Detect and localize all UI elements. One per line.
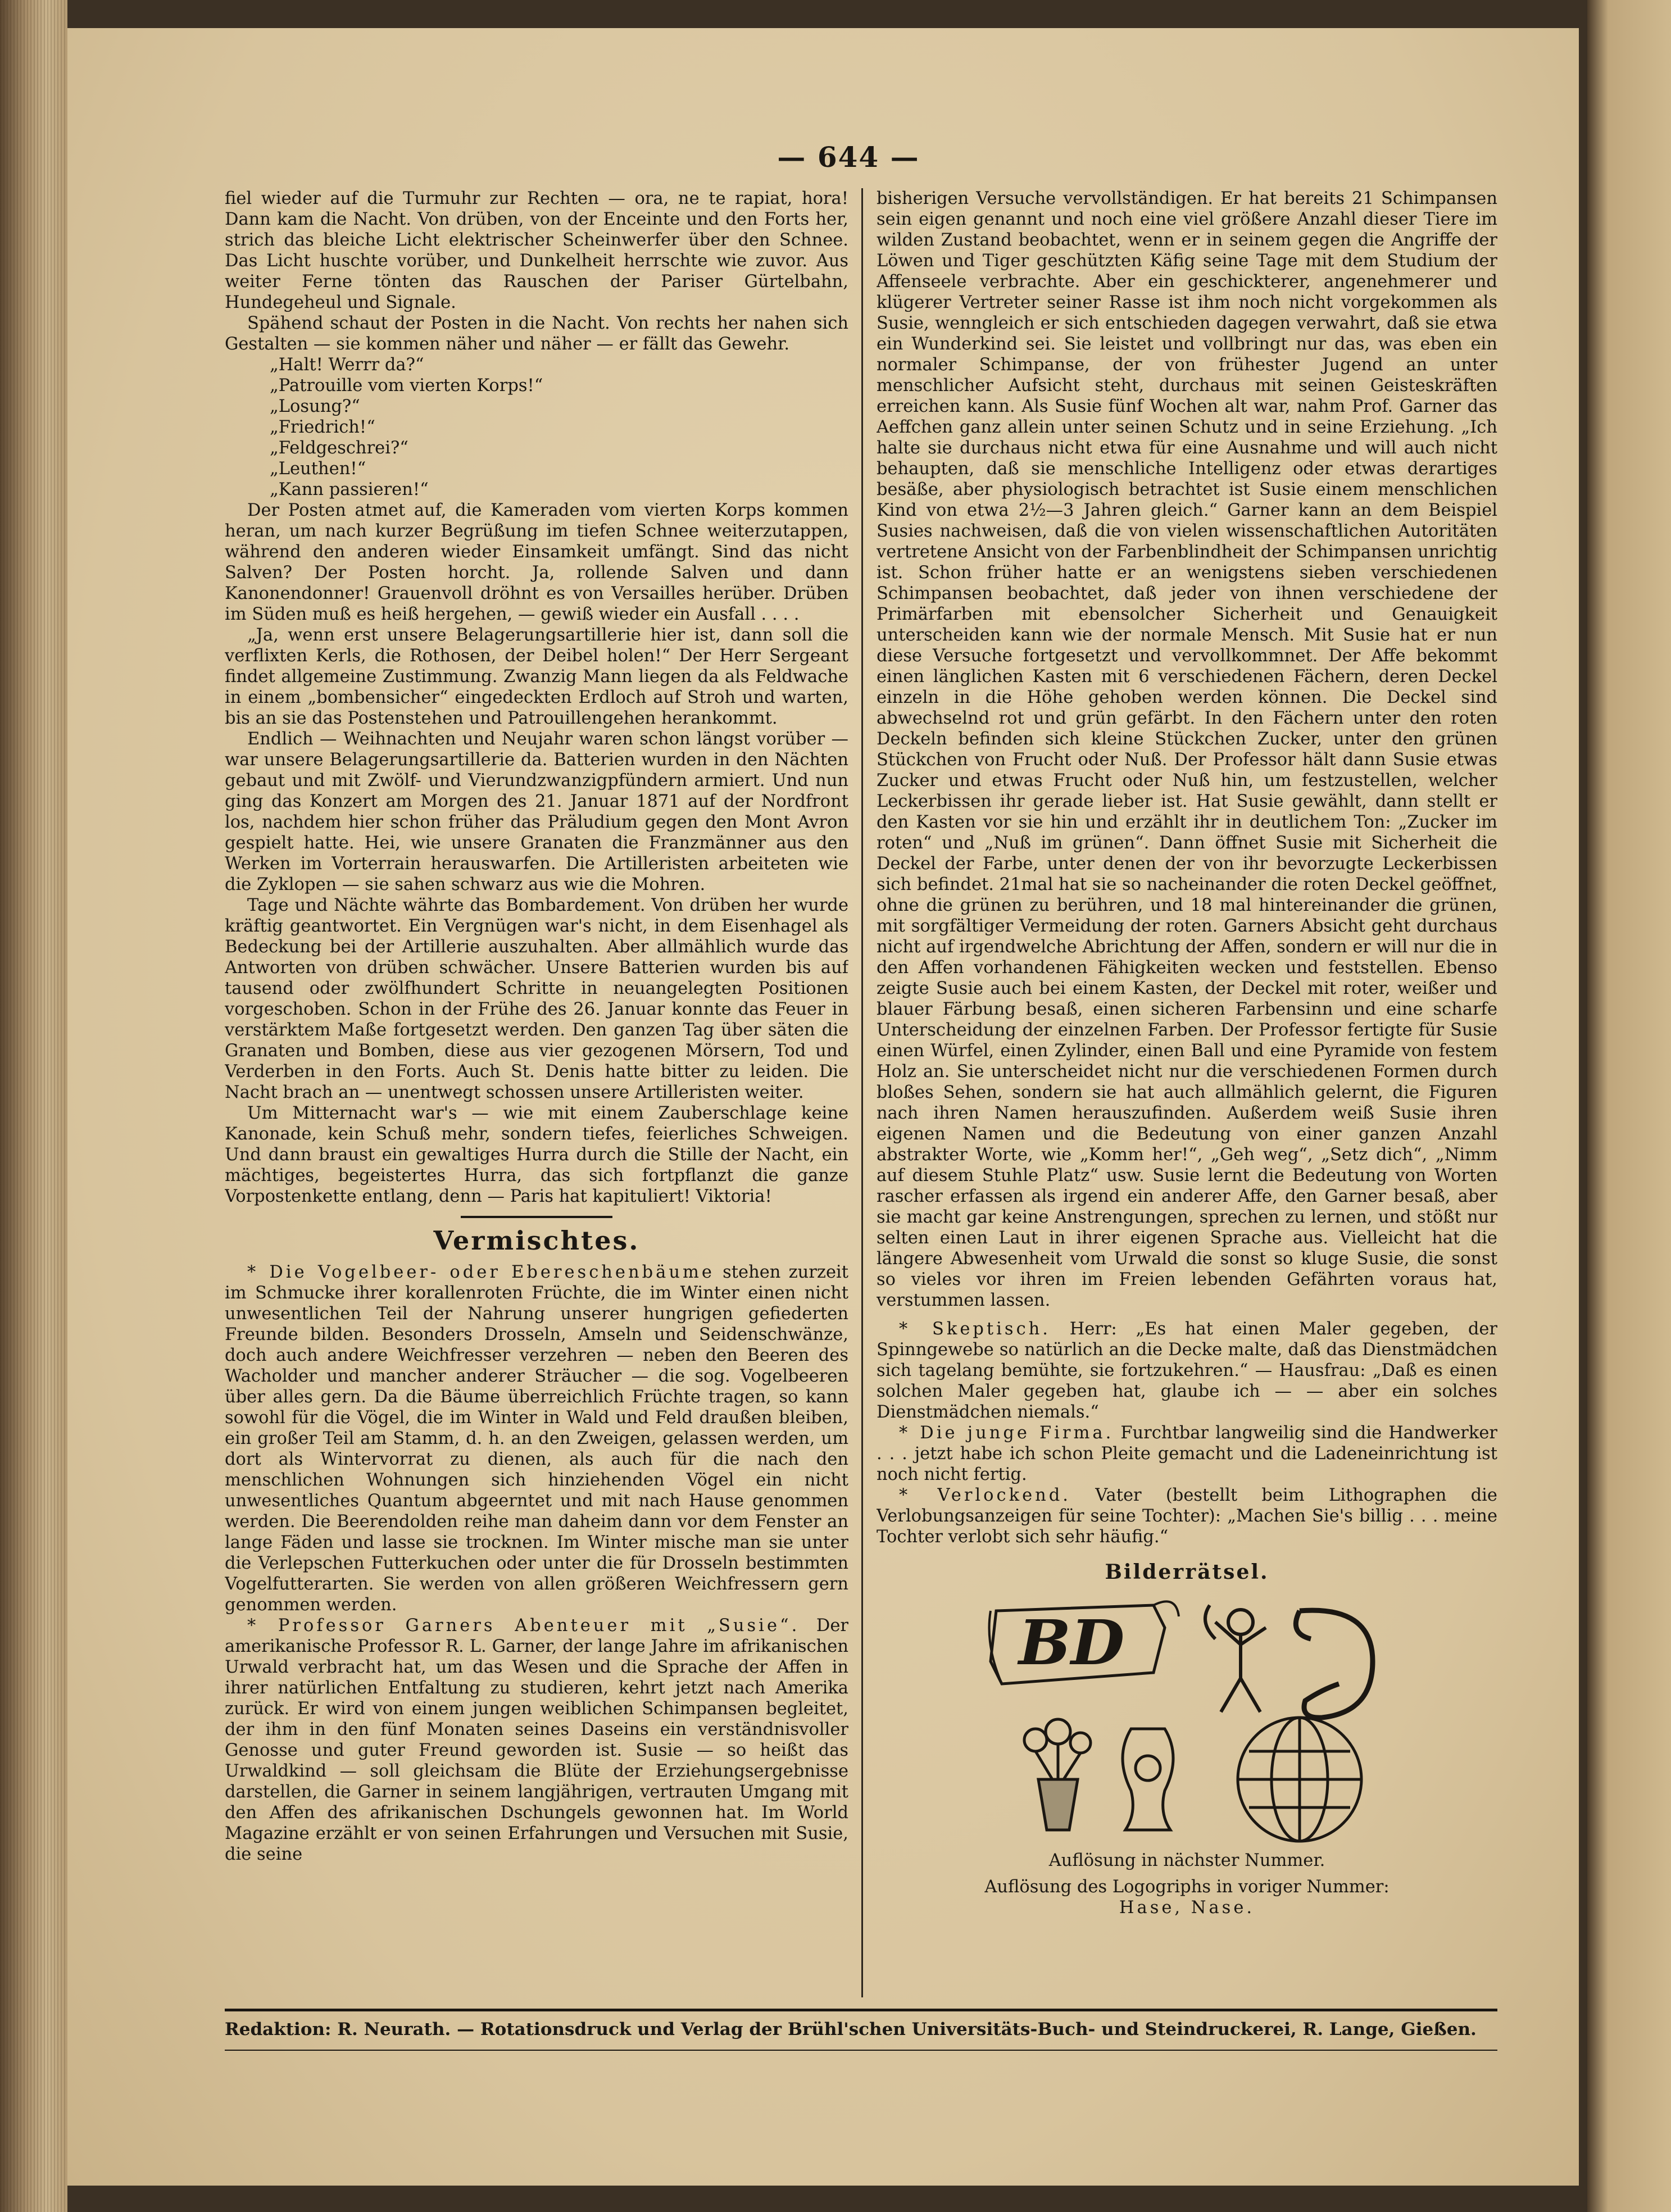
- globe-image: [1238, 1718, 1361, 1841]
- ornate-vase-image: [1123, 1729, 1173, 1830]
- article-text: Herr: „Es hat einen Maler gegeben, der Spinngewebe so natürlich an die Decke malte, daß das Dienstmädchen sich tagelang bemühte, sie fortzukehren.“ — Hausfrau: „Daß es einen solchen Maler gegeben hat, glaube ich — — aber ein solches Dienstmädchen niemals.“: [877, 1319, 1497, 1422]
- imprint-footer: Redaktion: R. Neurath. — Rotationsdruck und Verlag der Brühl'schen Universitäts-Buch- und Steindruckerei, R. Lange, Gießen.: [225, 2019, 1477, 2040]
- article-text: Vater (bestellt beim Lithographen die Verlobungsanzeigen für seine Tochter): „Machen Sie's billig . . . meine Tochter verlobt sich sehr häufig.“: [877, 1486, 1497, 1547]
- ornamental-letter-image: [1296, 1610, 1373, 1718]
- story-paragraph: Tage und Nächte währte das Bombardement. Von drüben her wurde kräftig geantwortet. Ein Vergnügen war's nicht, in dem Eisenhagel als Bedeckung bei der Artillerie auszuhalten. Aber allmählich wurde das Antworten von drüben schwächer. Unsere Batterien wurden bis auf tausend oder zwölfhundert Schritte in neuangelegten Positionen vorgeschoben. Schon in der Frühe des 26. Januar konnte das Feuer in verstärktem Maße fortgesetzt werden. Den ganzen Tag über säten die Granaten und Bomben, diese aus vier gezogenen Mörsern, Tod und Verderben in den Forts. Auch St. Denis hatte bitter zu leiden. Die Nacht brach an — unentwegt schossen unsere Artilleristen weiter.: [225, 896, 848, 1102]
- dialog-line: „Feldgeschrei?“: [270, 438, 408, 458]
- column-divider: [861, 188, 863, 1997]
- left-column: [225, 188, 848, 1997]
- solution-next-issue: Auflösung in nächster Nummer.: [1048, 1851, 1325, 1870]
- article-vogelbeer: [225, 1262, 848, 1615]
- article-garner: [225, 1615, 848, 1865]
- banner-image: [989, 1601, 1179, 1684]
- article-title: * Die Vogelbeer- oder Ebereschenbäume: [247, 1262, 715, 1282]
- article-title: * Professor Garners Abenteuer mit „Susie“.: [247, 1616, 800, 1636]
- article-skeptisch: [877, 1319, 1497, 1423]
- article-title: * Die junge Firma.: [899, 1423, 1114, 1443]
- article-verlockend: [877, 1485, 1497, 1547]
- article-title: * Skeptisch.: [899, 1319, 1051, 1339]
- article-text: Furchtbar langweilig sind die Handwerker . . . jetzt habe ich schon Pleite gemacht und die Ladeneinrichtung ist noch nicht fertig.: [877, 1423, 1497, 1484]
- footer-rule: [225, 2009, 1497, 2011]
- story-paragraph: Um Mitternacht war's — wie mit einem Zauberschlage keine Kanonade, kein Schuß mehr, sondern tiefes, feierliches Schweigen. Und dann braust ein gewaltiges Hurra durch die Stille der Nacht, ein mächtiges, begeistertes Hurra, das sich fortpflanzt die ganze Vorpostenkette entlang, denn — Paris hat kapituliert! Viktoria!: [225, 1103, 848, 1206]
- story-paragraph: „Ja, wenn erst unsere Belagerungsartillerie hier ist, dann soll die verflixten Kerls, die Rothosen, der Deibel holen!“ Der Herr Sergeant findet allgemeine Zustimmung. Zwanzig Mann liegen da als Feldwache in einem „bombensicher“ eingedeckten Erdloch auf Stroh und warten, bis an sie das Postenstehen und Patrouillengehen herankommt.: [225, 625, 848, 728]
- dialog-line: „Kann passieren!“: [270, 480, 429, 499]
- logogriph-answer: Hase, Nase.: [1119, 1898, 1255, 1918]
- story-paragraph: Der Posten atmet auf, die Kameraden vom vierten Korps kommen heran, um nach kurzer Begrüßung im tiefen Schnee weiterzutappen, während den anderen wieder Einsamkeit umfängt. Sind das nicht Salven? Der Posten horcht. Ja, rollende Salven und dann Kanonendonner! Grauenvoll dröhnt es von Versailles herüber. Drüben im Süden muß es heiß hergehen, — gewiß wieder ein Ausfall . . . .: [225, 501, 848, 624]
- footer-rule-bottom: [225, 2050, 1497, 2051]
- story-paragraph: Spähend schaut der Posten in die Nacht. Von rechts her nahen sich Gestalten — sie kommen näher und näher — er fällt das Gewehr.: [225, 314, 848, 354]
- picture-puzzle-illustration: [985, 1588, 1390, 1847]
- story-paragraph: Endlich — Weihnachten und Neujahr waren schon längst vorüber — war unsere Belagerungsartillerie da. Batterien wurden in den Nächten gebaut und mit Zwölf- und Vierundzwanzigpfündern armiert. Und nun ging das Konzert am Morgen des 21. Januar 1871 auf der Nordfront los, nachdem hier schon früher das Präludium gegen den Mont Avron gespielt hatte. Hei, wie unsere Granaten die Franzmänner aus den Werken im Vorterrain herauswarfen. Die Artilleristen arbeiteten wie die Zyklopen — sie sahen schwarz aus wie die Mohren.: [225, 729, 848, 894]
- logogriph-label: Auflösung des Logogriphs in voriger Nummer:: [984, 1877, 1390, 1897]
- article-firma: [877, 1423, 1497, 1485]
- article-title: * Verlockend.: [899, 1486, 1071, 1505]
- right-column: [877, 188, 1497, 1997]
- article-garner-continued: bisherigen Versuche vervollständigen. Er hat bereits 21 Schimpansen sein eigen genannt und noch eine viel größere Anzahl dieser Tiere im wilden Zustand beobachtet, wenn er in seinem gegen die Angriffe der Löwen und Tiger geschützten Käfig seine Tage mit dem Studium der Affenseele verbrachte. Aber ein geschickterer, angenehmerer und klügerer Vertreter seiner Rasse ist ihm noch nicht vorgekommen als Susie, wenngleich er sich entschieden dagegen verwahrt, daß sie etwa ein Wunderkind sei. Sie leistet und vollbringt nur das, was eben ein normaler Schimpanse, der von frühester Jugend an unter menschlicher Aufsicht steht, durchaus mit seinen Geisteskräften erreichen kann. Als Susie fünf Wochen alt war, nahm Prof. Garner das Aeffchen ganz allein unter seinen Schutz und in seine Erziehung. „Ich halte sie durchaus nicht etwa für eine Ausnahme und will auch nicht behaupten, daß sie menschliche Intelligenz oder etwas derartiges besäße, aber physiologisch betrachtet ist Susie einem menschlichen Kind von etwa 2½—3 Jahren gleich.“ Garner kann an dem Beispiel Susies nachweisen, daß die von vielen wissenschaftlichen Autoritäten vertretene Ansicht von der Farbenblindheit der Schimpansen unrichtig ist. Schon früher hatte er an wenigstens sieben verschiedenen Schimpansen beobachtet, daß jeder von ihnen verschiedene der Primärfarben mit ebensolcher Sicherheit und Genauigkeit unterscheiden kann wie der normale Mensch. Mit Susie hat er nun diese Versuche fortgesetzt und vervollkommnet. Der Affe bekommt einen länglichen Kasten mit 6 verschiedenen Fächern, deren Deckel einzeln in die Höhe gehoben werden können. Die Deckel sind abwechselnd rot und grün gefärbt. In den Fächern unter den roten Deckeln befinden sich kleine Stückchen Zucker, unter den grünen Stückchen von Frucht oder Nuß. Der Professor hält dann Susie etwas Zucker und etwas Frucht oder Nuß hin, um festzustellen, welcher Leckerbissen ihr gerade lieber ist. Hat Susie gewählt, dann stellt er den Kasten vor sie hin und erzählt ihr in deutlichem Ton: „Zucker im roten“ und „Nuß im grünen“. Dann öffnet Susie mit Sicherheit die Deckel der Farbe, unter denen der von ihr bevorzugte Leckerbissen sich befindet. 21mal hat sie so nacheinander die roten Deckel geöffnet, ohne die grünen zu berühren, und 18 mal hintereinander die grünen, mit sorgfältiger Vermeidung der roten. Garners Absicht geht durchaus nicht auf irgendwelche Abrichtung der Affen, sondern er will nur die in den Affen vorhandenen Fähigkeiten wecken und feststellen. Ebenso zeigte Susie auch bei einem Kasten, der Deckel mit roter, weißer und blauer Färbung besaß, einen sicheren Farbensinn und eine scharfe Unterscheidung der einzelnen Farben. Der Professor fertigte für Susie einen Würfel, einen Zylinder, einen Ball und eine Pyramide von festem Holz an. Sie unterscheidet nicht nur die verschiedenen Formen durch bloßes Sehen, sondern sie hat auch allmählich gelernt, die Figuren nach ihren Namen herauszufinden. Außerdem weiß Susie ihren eigenen Namen und die Bedeutung von einer ganzen Anzahl abstrakter Worte, wie „Komm her!“, „Geh weg“, „Setz dich“, „Nimm auf diesem Stuhle Platz“ usw. Susie lernt die Bedeutung von Worten rascher erfassen als irgend ein anderer Affe, den Garner besaß, aber sie macht gar keine Anstrengungen, sprechen zu lernen, und stößt nur selten einen Laut in ihrer eigenen Sprache aus. Vielleicht hat die längere Abwesenheit vom Urwald die sonst so kluge Susie, die sonst so vieles vor ihren im Freien lebenden Gefährten voraus hat, verstummen lassen.: [877, 189, 1497, 1310]
- dialog-line: „Losung?“: [270, 397, 360, 416]
- flower-vase-image: [1024, 1719, 1091, 1830]
- section-rule: [461, 1216, 612, 1218]
- dialog-line: „Leuthen!“: [270, 459, 366, 479]
- article-text: stehen zurzeit im Schmucke ihrer korallenroten Früchte, die im Winter einen nicht unwesentlichen Teil der Nahrung unserer hungrigen gefiederten Freunde bilden. Besonders Drosseln, Amseln und Seidenschwänze, doch auch andere Weichfresser verzehren — neben den Beeren des Wacholder und mancher anderer Sträucher — die sog. Vogelbeeren über alles gern. Da die Bäume überreichlich Früchte tragen, so kann sowohl für die Vögel, die im Winter in Wald und Feld draußen bleiben, ein großer Teil am Stamm, d. h. an den Zweigen, gelassen werden, um dort als Wintervorrat zu dienen, als auch für die nach den menschlichen Wohnungen sich hinziehenden Vögel ein nicht unwesentliches Quantum abgeerntet und mit nach Hause genommen werden. Die Beerendolden reihe man daheim dann vor dem Fenster an lange Fäden und lasse sie trocknen. Im Winter mische man sie unter die Verlepschen Futterkuchen oder unter die für Drosseln bestimmten Vogelfutterarten. Sie werden von allen größeren Weichfressern gern genommen werden.: [225, 1262, 848, 1615]
- page-number: — 644 —: [777, 140, 920, 174]
- article-text: Der amerikanische Professor R. L. Garner, der lange Jahre im afrikanischen Urwald verbracht hat, um das Wesen und die Sprache der Affen in ihrer natürlichen Entfaltung zu studieren, kehrt jetzt nach Amerika zurück. Er wird von einem jungen weiblichen Schimpansen begleitet, der ihm in den fünf Monaten seines Daseins ein verständnisvoller Genosse und guter Freund geworden ist. Susie — so heißt das Urwaldkind — soll gleichsam die Blüte der Erziehungsergebnisse darstellen, die Garner in seinem langjährigen, vertrauten Umgang mit den Affen des afrikanischen Dschungels gewonnen hat. Im World Magazine erzählt er von seinen Erfahrungen und Versuchen mit Susie, die seine: [225, 1616, 848, 1864]
- book-spine: [0, 0, 67, 2212]
- dialog-line: „Patrouille vom vierten Korps!“: [270, 376, 543, 396]
- rebus-title: Bilderrätsel.: [1105, 1560, 1269, 1584]
- dialog-line: „Halt! Werrr da?“: [270, 355, 424, 375]
- section-heading: Vermischtes.: [433, 1225, 640, 1256]
- story-paragraph: fiel wieder auf die Turmuhr zur Rechten — ora, ne te rapiat, hora! Dann kam die Nacht. Von drüben, von der Enceinte und den Forts her, strich das bleiche Licht elektrischer Scheinwerfer über den Schnee. Das Licht huschte vorüber, und Dunkelheit herrschte wie zuvor. Aus weiter Ferne tönten das Rauschen der Pariser Gürtelbahn, Hundegeheul und Signale.: [225, 189, 848, 312]
- adjacent-page-edge: [1587, 0, 1671, 2212]
- rebus-letters: BD: [1018, 1606, 1124, 1679]
- dialog-line: „Friedrich!“: [270, 417, 375, 437]
- dancer-figure-image: [1205, 1605, 1266, 1712]
